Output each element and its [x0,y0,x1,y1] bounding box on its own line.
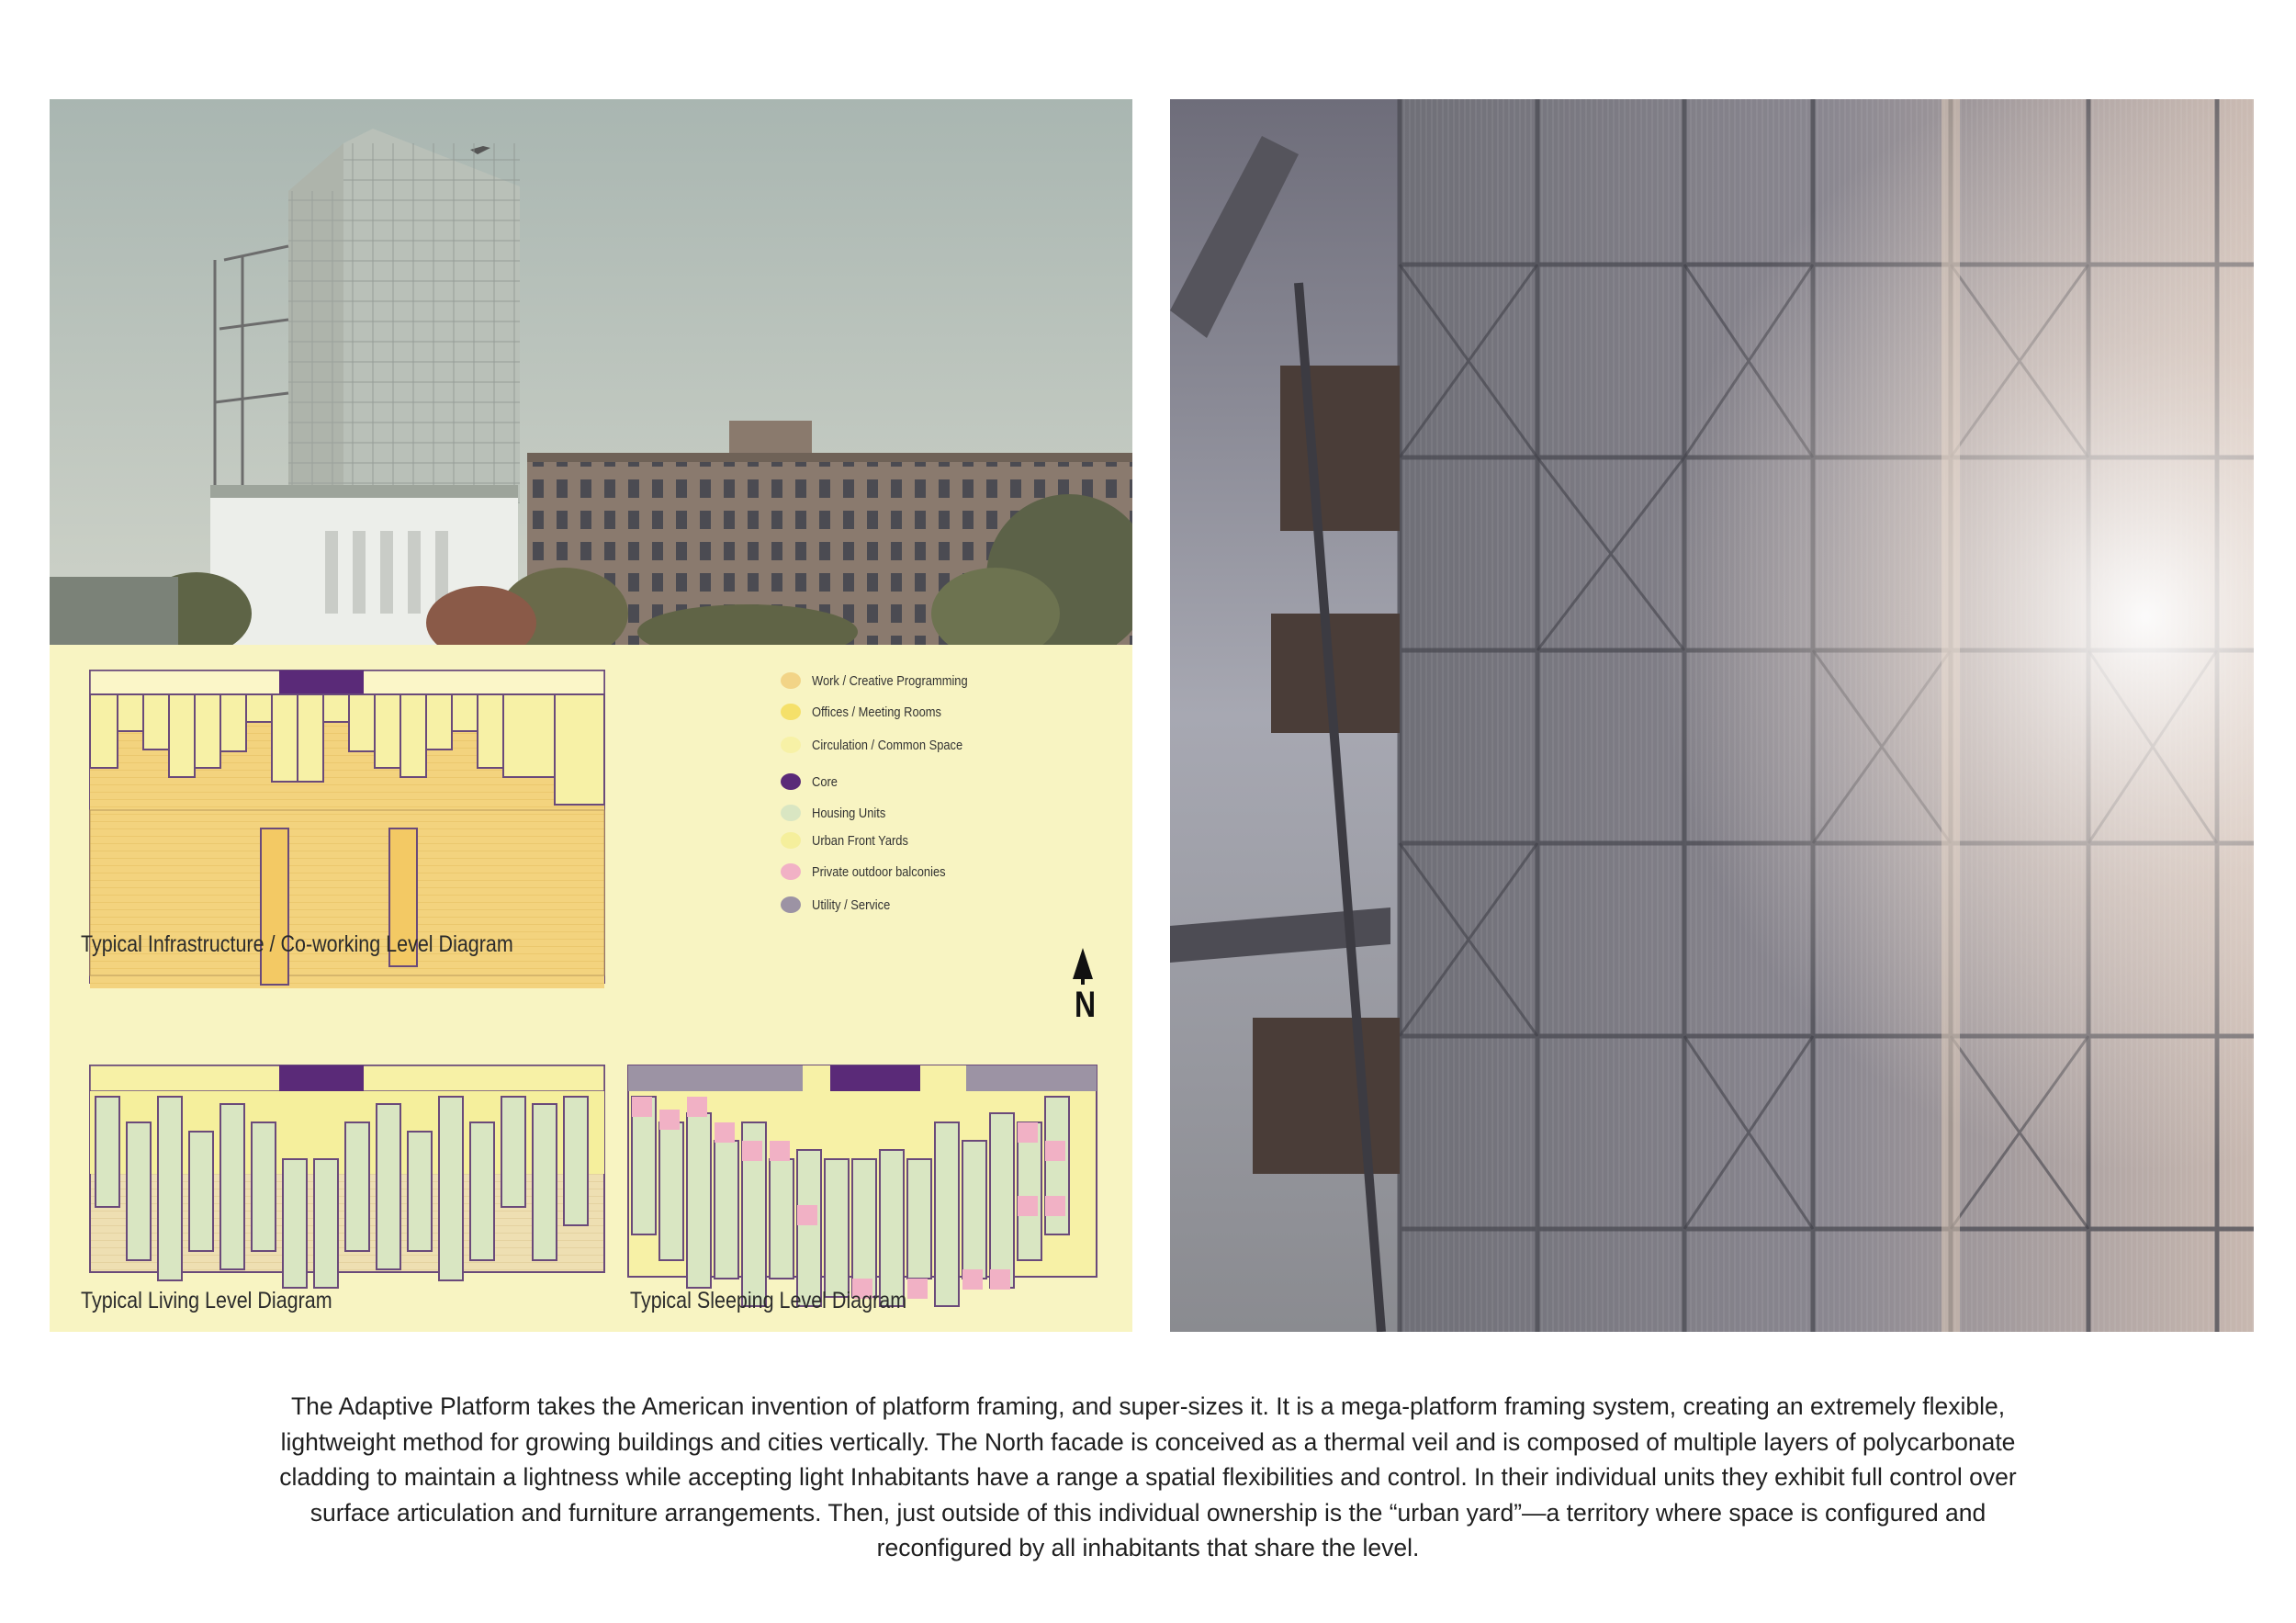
legend-swatch [781,863,801,880]
legend-item [781,702,962,722]
legend-swatch [781,672,801,689]
legend-label: Circulation / Common Space [812,737,963,753]
sleeping-diagram-title: Typical Sleeping Level Diagram [630,1288,907,1313]
legend-swatch [781,805,801,821]
legend-label: Housing Units [812,805,886,821]
project-description [276,1389,2020,1566]
legend-label: Work / Creative Programming [812,672,968,689]
legend-swatch [781,773,801,790]
legend-swatch [781,704,801,720]
legend-label: Utility / Service [812,896,891,913]
legend-swatch [781,737,801,753]
north-letter: N [1075,985,1097,1025]
legend-label: Offices / Meeting Rooms [812,704,941,720]
legend-swatch [781,832,801,849]
legend [781,671,1111,946]
legend-label: Urban Front Yards [812,832,908,849]
infrastructure-diagram-title: Typical Infrastructure / Co-working Level Diagram [81,931,513,957]
street-photo-montage [50,99,1132,645]
legend-item [781,895,903,915]
legend-swatch [781,896,801,913]
legend-item [781,830,924,851]
legend-label: Core [812,773,838,790]
legend-item [781,671,993,691]
left-panel [50,99,1132,1332]
legend-item [781,803,897,823]
legend-item [781,735,987,755]
facade-rendering [1170,99,2254,1332]
legend-item [781,772,842,792]
legend-item [781,862,967,882]
caption-text: The Adaptive Platform takes the American invention of platform framing, and super-sizes it. It is a mega-platform framing system, creating an extremely flexible, lightweight method for growing buildings and cities vertically. The North facade is conceived as a thermal veil and is composed of multiple layers of polycarbonate cladding to maintain a lightness while accepting light Inhabitants have a range a spatial flexibilities and control. In their individual units they exhibit full control over surface articulation and furniture arrangements. Then, just outside of this individual ownership is the “urban yard”—a territory where space is configured and reconfigured by all inhabitants that share the level. [279,1392,2017,1561]
sleeping-level-plan [628,1065,1097,1306]
floor-plan-diagrams [50,645,1132,1332]
north-arrow [1071,948,1108,1031]
legend-label: Private outdoor balconies [812,863,946,880]
living-level-plan [90,1065,604,1288]
living-diagram-title: Typical Living Level Diagram [81,1288,332,1313]
